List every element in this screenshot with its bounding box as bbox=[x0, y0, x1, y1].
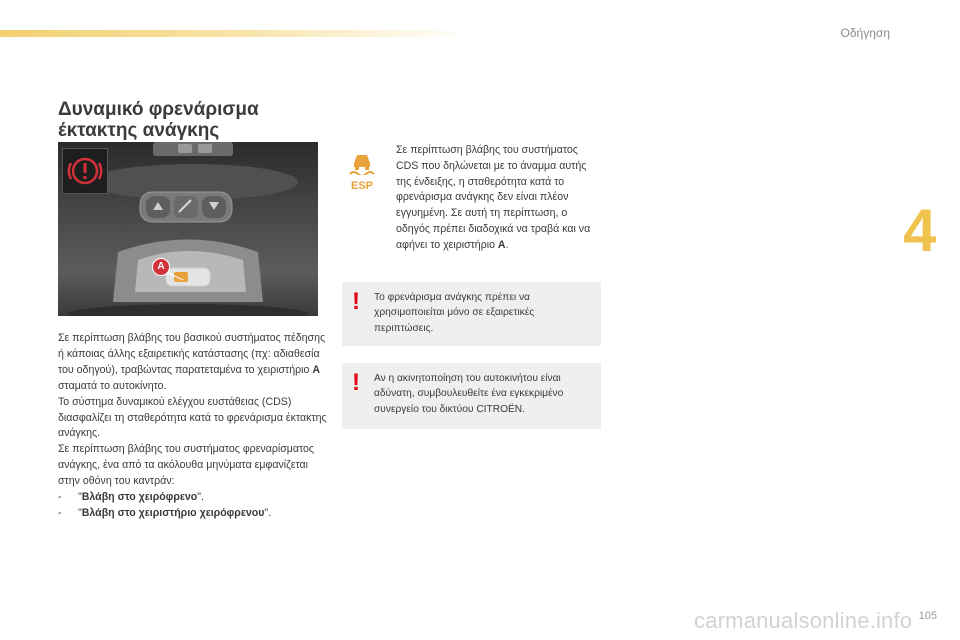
watermark: carmanualsonline.info bbox=[694, 608, 913, 633]
warning-box-emergency-use bbox=[342, 282, 601, 346]
esp-icon-label: ESP bbox=[350, 180, 373, 192]
section-title: Οδήγηση bbox=[840, 26, 890, 40]
body-paragraph-2: Το σύστημα δυναμικού ελέγχου ευστάθειας (CDS) διασφαλίζει τη σταθερότητα κατά το φρενάρισμα έκτακτης ανάγκης. bbox=[58, 395, 327, 440]
warning-box-dealer bbox=[342, 363, 601, 429]
list-item: - "Βλάβη στο χειριστήριο χειρόφρενου". bbox=[58, 506, 272, 519]
chapter-number: 4 bbox=[903, 197, 937, 264]
warning-text: Αν η ακινητοποίηση του αυτοκινήτου είναι αδύνατη, συμβουλευθείτε ένα εγκεκριμένο συνεργείο του δικτύου CITROËN. bbox=[374, 373, 564, 415]
exclamation-icon: ! bbox=[352, 288, 360, 315]
page-number: 105 bbox=[918, 610, 937, 622]
esp-note-text: Σε περίπτωση βλάβης του συστήματος CDS που δηλώνεται με το άναμμα αυτής της ένδειξης, η σταθερότητα κατά το φρενάρισμα ανάγκης δεν είναι πλέον εγγυημένη. Σε αυτή τη περίπτωση, ο οδηγός πρέπει διαδοχικά να τραβά και να αφήνει το χειριστήριο A. bbox=[396, 144, 591, 251]
body-paragraph-3: Σε περίπτωση βλάβης του συστήματος φρεναρίσματος ανάγκης, ένα από τα ακόλουθα μηνύματα εμφανίζεται στην οθόνη του καντράν: bbox=[58, 443, 315, 488]
header-accent-bar bbox=[0, 30, 470, 37]
callout-a-label: A bbox=[157, 261, 165, 272]
esp-warning-icon bbox=[346, 149, 378, 193]
parking-brake-indicator-icon bbox=[62, 148, 108, 194]
exclamation-icon: ! bbox=[352, 369, 360, 396]
page-title bbox=[58, 99, 259, 141]
page-title-line-1: Δυναμικό φρενάρισμα bbox=[58, 99, 259, 120]
parking-brake-photo bbox=[58, 142, 318, 316]
list-item: - "Βλάβη στο χειρόφρενο". bbox=[58, 491, 205, 504]
body-paragraph-1: Σε περίπτωση βλάβης του βασικού συστήματος πέδησης ή κάποιας άλλης εξαιρετικής κατάστασης (πχ: αδιαθεσία του οδηγού), τραβώντας παρατεταμένα το χειριστήριο A σταματά το αυτοκίνητο. bbox=[58, 332, 326, 392]
page-title-line-2: έκτακτης ανάγκης bbox=[58, 120, 220, 141]
main-body-text bbox=[58, 331, 328, 522]
warning-text: Το φρενάρισμα ανάγκης πρέπει να χρησιμοποιείται μόνο σε εξαιρετικές περιπτώσεις. bbox=[374, 292, 535, 334]
